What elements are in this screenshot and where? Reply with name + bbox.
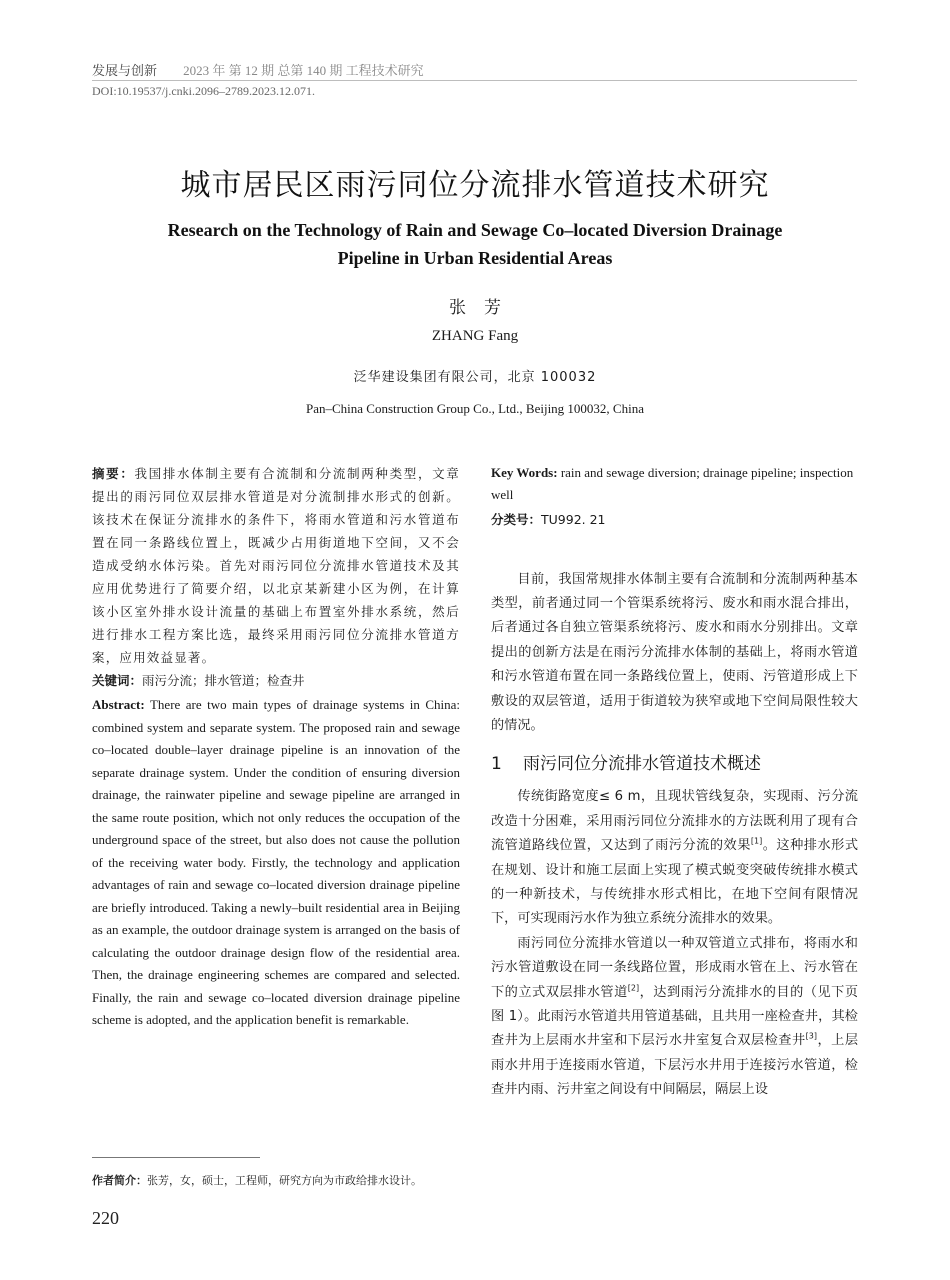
page-number: 220 bbox=[92, 1208, 119, 1228]
affiliation-english: Pan–China Construction Group Co., Ltd., Beijing 100032, China bbox=[306, 401, 644, 416]
paragraph-text: 传统街路宽度≤ 6 m，且现状管线复杂，实现雨、污分流改造十分困难，采用雨污同位分流排水的方法既利用了现有合流管道路线位置，又达到了雨污分流的效果 bbox=[491, 789, 858, 854]
citation-2: [2] bbox=[627, 983, 640, 993]
keywords-cn-text: 雨污分流；排水管道；检查井 bbox=[142, 673, 305, 688]
affiliation-chinese: 泛华建设集团有限公司，北京 100032 bbox=[353, 370, 597, 385]
keywords-en-text: rain and sewage diversion; drainage pipeline; inspection well bbox=[491, 465, 854, 502]
abstract-en-label: Abstract: bbox=[92, 697, 145, 712]
paragraph-text: 。这种排水形式在规划、设计和施工层面上实现了模式蜕变突破传统排水模式的一种新技术，与传统排水形式相比，在地下空间有限情况下，可实现雨污水作为独立系统分流排水的效果。 bbox=[491, 838, 859, 927]
title-chinese: 城市居民区雨污同位分流排水管道技术研究 bbox=[180, 168, 770, 203]
footnote-label: 作者简介： bbox=[92, 1174, 147, 1187]
paragraph-text: ，上层雨水井用于连接雨水管道，下层污水井用于连接污水管道，检查井内雨、污井室之间设有中间隔层，隔层上设 bbox=[491, 1033, 859, 1098]
abstract-column bbox=[92, 462, 460, 1032]
paragraph-text: ，达到雨污分流排水的目的（见下页图 1）。此雨污水管道共用管道基础，且共用一座检查井，其检查井为上层雨水井室和下层污水井室复合双层检查井 bbox=[491, 984, 859, 1049]
author-chinese: 张芳 bbox=[449, 298, 519, 318]
body-column bbox=[491, 462, 858, 1103]
keywords-cn-label: 关键词： bbox=[92, 673, 143, 688]
keywords-en-label: Key Words: bbox=[491, 465, 558, 480]
classification-label: 分类号： bbox=[491, 512, 542, 527]
section1-paragraph-2 bbox=[491, 932, 858, 1103]
classification bbox=[491, 509, 858, 532]
running-header bbox=[92, 60, 857, 81]
section-heading bbox=[491, 751, 858, 777]
keywords-english bbox=[491, 462, 858, 506]
citation-1: [1] bbox=[750, 836, 763, 846]
title-english bbox=[100, 216, 850, 272]
title-english-line2: Pipeline in Urban Residential Areas bbox=[337, 248, 613, 268]
section-title: 雨污同位分流排水管道技术概述 bbox=[523, 754, 761, 775]
issue-info: 2023 年 第 12 期 总第 140 期 工程技术研究 bbox=[183, 63, 424, 78]
abstract-cn-text: 我国排水体制主要有合流制和分流制两种类型，文章提出的雨污同位双层排水管道是对分流制排水形式的创新。该技术在保证分流排水的条件下，将雨水管道和污水管道布置在同一条路线位置上，既减少占用街道地下空间，又不会造成受纳水体污染。首先对雨污同位分流排水管道技术及其应用优势进行了简要介绍，以北京某新建小区为例，在计算该小区室外排水设计流量的基础上布置室外排水系统，然后进行排水工程方案比选，最终采用雨污同位分流排水管道方案，应用效益显著。 bbox=[92, 466, 460, 665]
footnote-text: 张芳，女，硕士，工程师，研究方向为市政给排水设计。 bbox=[147, 1174, 422, 1187]
section1-paragraph-1 bbox=[491, 785, 858, 931]
keywords-chinese bbox=[92, 669, 460, 692]
author-english: ZHANG Fang bbox=[431, 328, 519, 344]
abstract-cn-label: 摘要： bbox=[92, 466, 135, 481]
doi: DOI:10.19537/j.cnki.2096–2789.2023.12.071. bbox=[92, 84, 315, 98]
journal-name: 发展与创新 bbox=[92, 64, 158, 79]
author-bio-footnote bbox=[92, 1172, 472, 1188]
title-english-line1: Research on the Technology of Rain and Sewage Co–located Diversion Drainage bbox=[167, 220, 783, 240]
footnote-divider bbox=[92, 1157, 260, 1158]
citation-3: [3] bbox=[805, 1032, 817, 1042]
intro-paragraph: 目前，我国常规排水体制主要有合流制和分流制两种基本类型，前者通过同一个管渠系统将污、废水和雨水混合排出，后者通过各自独立管渠系统将污、废水和雨水分别排出。文章提出的创新方法是在雨污分流排水体制的基础上，将雨水管道和污水管道布置在同一条路线位置上，使雨、污管道形成上下敷设的双层管道，适用于街道较为狭窄或地下空间局限性较大的情况。 bbox=[491, 571, 858, 733]
classification-code: TU992. 21 bbox=[541, 512, 606, 527]
abstract-english bbox=[92, 694, 460, 1032]
abstract-en-text: There are two main types of drainage systems in China: combined system and separate system. The proposed rain and sewage co–located double–layer drainage pipeline is an innovation of the separate drainage system. Under the condition of ensuring diversion drainage, the rainwater pipeline and sewage pipeline are arranged in the same route position, which not only reduces the occupation of the underground space of the street, but also does not cause the pollution of the receiving water body. Firstly, the technology and application advantages of rain and sewage co–located diversion drainage pipeline are briefly introduced. Taking a newly–built residential area in Beijing as an example, the outdoor drainage system is arranged on the basis of calculating the outdoor drainage design flow of the residential area. Then, the drainage engineering schemes are compared and selected. Finally, the rain and sewage co–located diversion drainage pipeline scheme is adopted, and the application benefit is remarkable. bbox=[92, 697, 460, 1027]
paragraph-text: 雨污同位分流排水管道以一种双管道立式排布，将雨水和污水管道敷设在同一条线路位置，形成雨水管在上、污水管在下的立式双层排水管道 bbox=[491, 935, 858, 1000]
section-number: 1 bbox=[491, 754, 502, 775]
abstract-chinese bbox=[92, 462, 460, 669]
